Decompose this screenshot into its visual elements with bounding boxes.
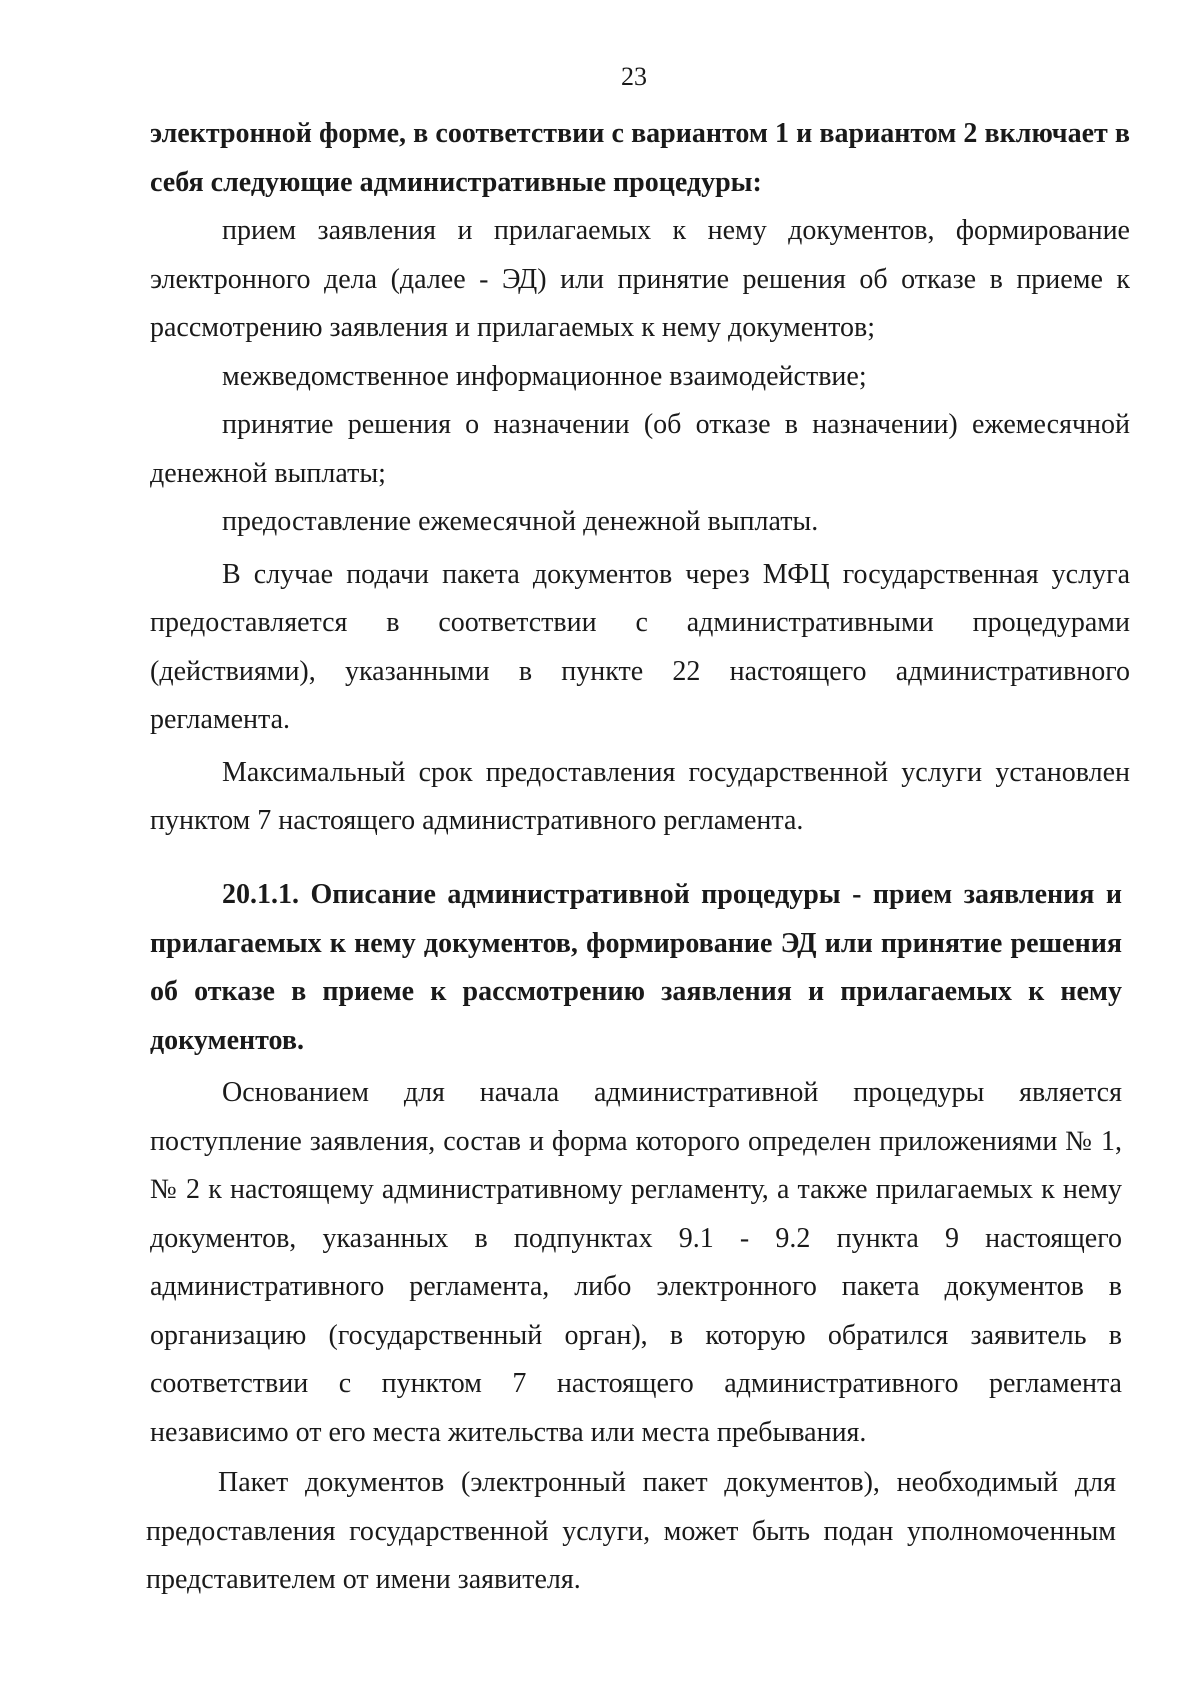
paragraph-procedures-intro: электронной форме, в соответствии с вариантом 1 и вариантом 2 включает в себя следующие административные процедуры: <box>150 118 1130 198</box>
text-block-section <box>150 871 1122 1457</box>
paragraph-mfc: В случае подачи пакета документов через МФЦ государственная услуга предоставляется в соответствии с административными процедурами (действиями), указанными в пункте 22 настоящего административного регламента. <box>150 558 1130 735</box>
section-heading-20-1-1: 20.1.1. Описание административной процедуры - прием заявления и прилагаемых к нему документов, формирование ЭД или принятие решения об отказе в приеме к рассмотрению заявления и прилагаемых к нему документов. <box>150 879 1122 1056</box>
paragraph-procedure-interagency: межведомственное информационное взаимодействие; <box>222 360 867 392</box>
paragraph-max-term: Максимальный срок предоставления государственной услуги установлен пунктом 7 настоящего административного регламента. <box>150 756 1130 836</box>
page-number: 23 <box>621 62 647 91</box>
paragraph-grounds: Основанием для начала административной процедуры является поступление заявления, состав и форма которого определен приложениями № 1, № 2 к настоящему административному регламенту, а также прилагаемых к нему документов, указанных в подпунктах 9.1 - 9.2 пункта 9 настоящего административного регламента, либо электронного пакета документов в организацию (государственный орган), в которую обратился заявитель в соответствии с пунктом 7 настоящего административного регламента независимо от его места жительства или места пребывания. <box>150 1077 1122 1448</box>
paragraph-procedure-reception: прием заявления и прилагаемых к нему документов, формирование электронного дела (далее - ЭД) или принятие решения об отказе в приеме к рассмотрению заявления и прилагаемых к нему документов; <box>150 215 1130 343</box>
paragraph-representative: Пакет документов (электронный пакет документов), необходимый для предоставления государственной услуги, может быть подан уполномоченным представителем от имени заявителя. <box>146 1467 1116 1595</box>
text-block-representative <box>146 1459 1116 1605</box>
paragraph-procedure-decision: принятие решения о назначении (об отказе в назначении) ежемесячной денежной выплаты; <box>150 409 1130 489</box>
text-block-procedures <box>150 110 1130 846</box>
paragraph-procedure-payment: предоставление ежемесячной денежной выплаты. <box>222 506 819 537</box>
